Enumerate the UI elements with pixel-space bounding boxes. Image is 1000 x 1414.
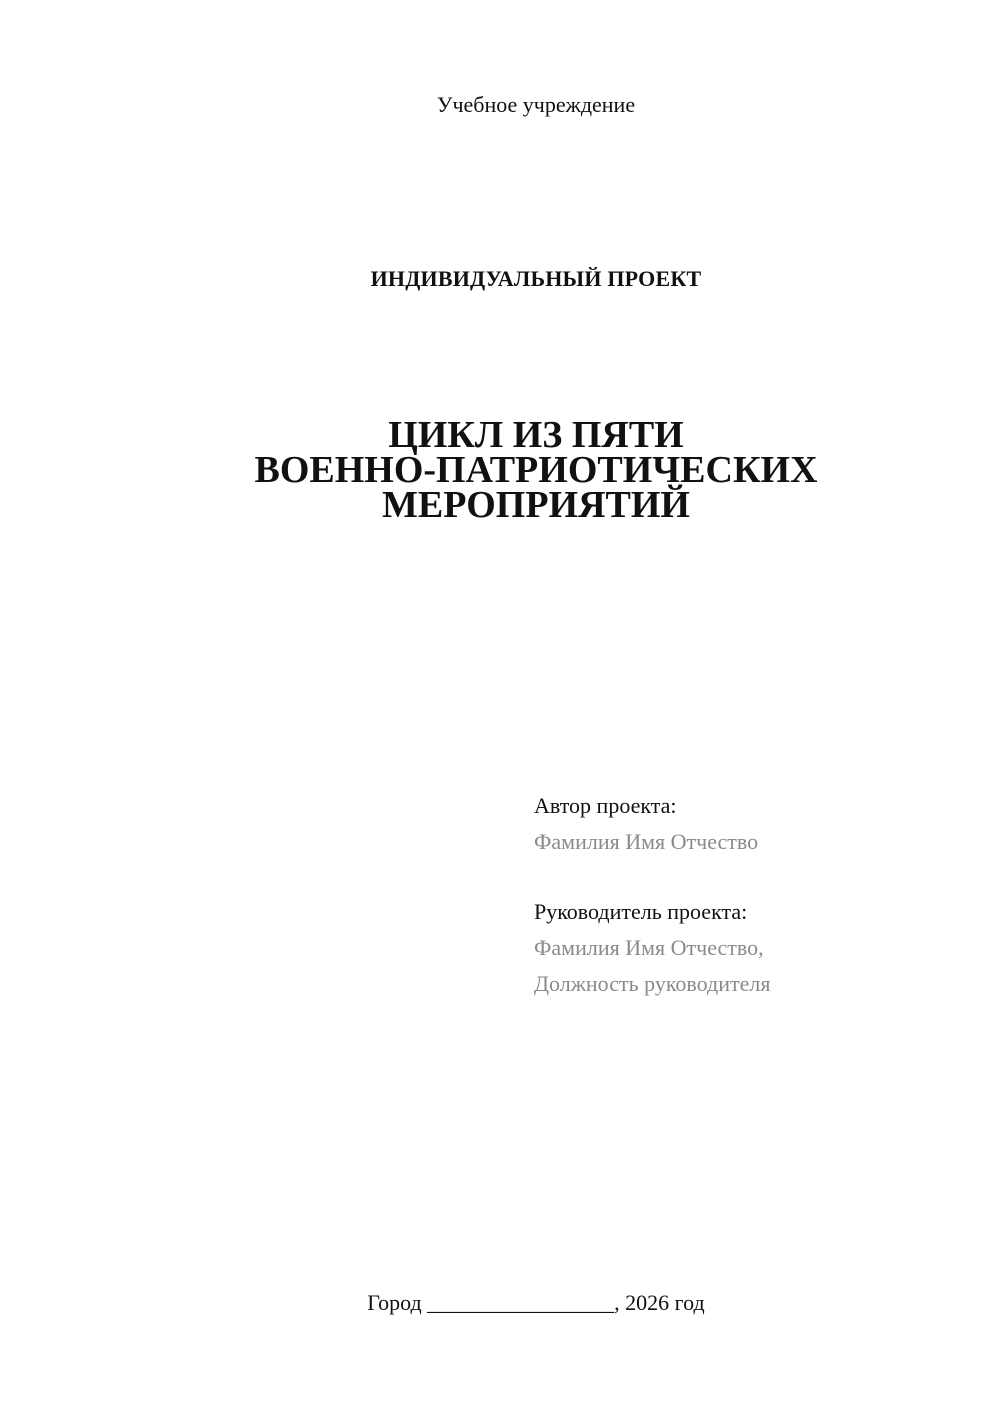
project-title xyxy=(0,414,1000,526)
institution-name: Учебное учреждение xyxy=(436,92,636,117)
project-title-line: МЕРОПРИЯТИЙ xyxy=(382,484,690,526)
author-name: Фамилия Имя Отчество xyxy=(534,829,759,854)
document-type: ИНДИВИДУАЛЬНЫЙ ПРОЕКТ xyxy=(370,266,702,291)
supervisor-label: Руководитель проекта: xyxy=(534,899,748,924)
credits-block xyxy=(534,788,770,1002)
project-title-line: ВОЕННО-ПАТРИОТИЧЕСКИХ xyxy=(254,449,818,491)
supervisor-position: Должность руководителя xyxy=(534,971,771,996)
supervisor-name: Фамилия Имя Отчество, xyxy=(534,935,764,960)
city-year-line: Город _________________, 2026 год xyxy=(367,1290,705,1315)
project-title-line: ЦИКЛ ИЗ ПЯТИ xyxy=(388,414,684,456)
author-label: Автор проекта: xyxy=(534,793,677,818)
credits-spacer xyxy=(534,860,770,894)
